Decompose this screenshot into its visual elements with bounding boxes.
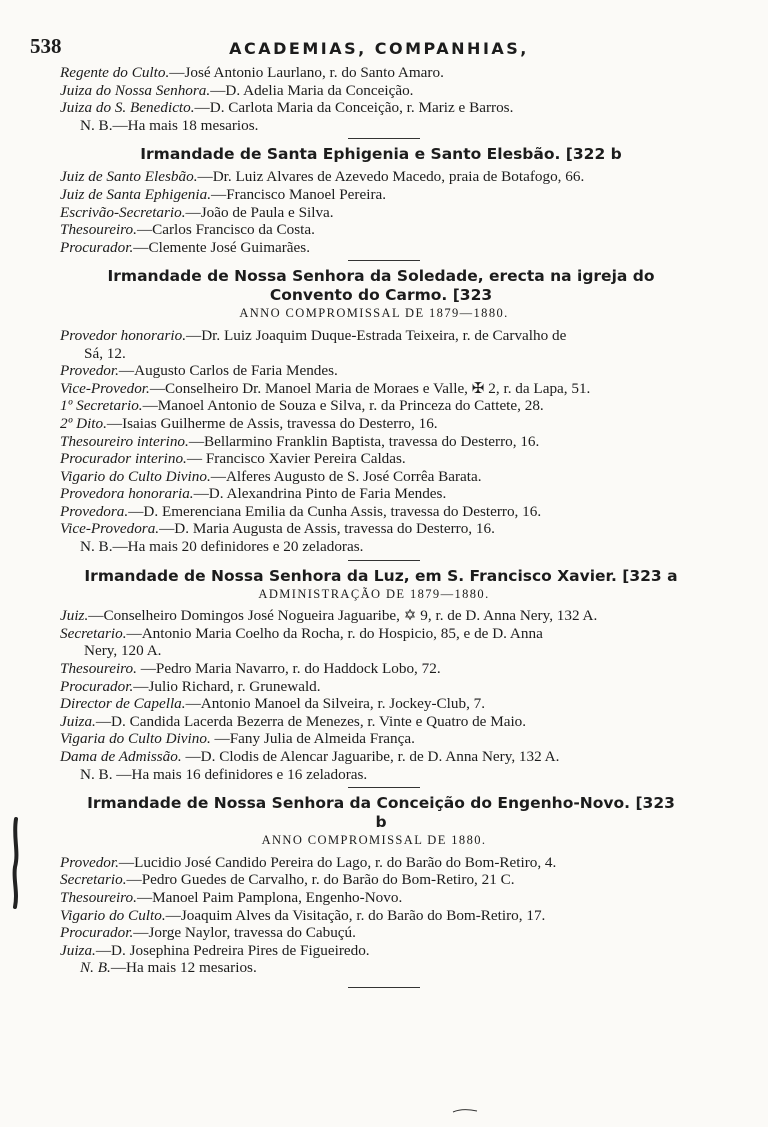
entry-line: Director de Capella.—Antonio Manoel da Silveira, r. Jockey-Club, 7. (60, 695, 486, 713)
entry-line: Juiz.—Conselheiro Domingos José Nogueira Jaguaribe, ✡ 9, r. de D. Anna Nery, 132 A. (60, 607, 598, 625)
note-line: N. B. —Ha mais 16 definidores e 16 zeladoras. (80, 765, 368, 783)
entry-line: Procurador.—Clemente José Guimarães. (60, 238, 310, 256)
entry-continuation: Nery, 120 A. (84, 642, 162, 660)
entry-line: Thesoureiro.—Manoel Paim Pamplona, Engenho-Novo. (60, 888, 403, 906)
entry-line: Secretario.—Antonio Maria Coelho da Rocha, r. do Hospicio, 85, e de D. Anna (60, 624, 543, 642)
page-header (30, 34, 728, 64)
entry-line: Provedor.—Lucidio José Candido Pereira do Lago, r. do Barão do Bom-Retiro, 4. (60, 853, 557, 871)
entry-line: Thesoureiro. —Pedro Maria Navarro, r. do Haddock Lobo, 72. (60, 660, 441, 678)
entry-line: Vice-Provedora.—D. Maria Augusta de Assis, travessa do Desterro, 16. (60, 520, 495, 538)
entry-line: Juiza.—D. Josephina Pedreira Pires de Figueiredo. (60, 941, 370, 959)
section-subtitle: ANNO COMPROMISSAL DE 1879—1880. (239, 306, 509, 321)
section-subtitle: ADMINISTRAÇÃO DE 1879—1880. (258, 586, 490, 601)
entry-line: Juiza do S. Benedicto.—D. Carlota Maria da Conceição, r. Mariz e Barros. (60, 99, 514, 117)
section-subtitle: ANNO COMPROMISSAL DE 1880. (261, 833, 487, 848)
running-title: ACADEMIAS, COMPANHIAS, (229, 39, 529, 58)
margin-ink-mark (10, 817, 21, 909)
entry-line: Juiza.—D. Candida Lacerda Bezerra de Menezes, r. Vinte e Quatro de Maio. (60, 712, 527, 730)
entry-line: Vice-Provedor.—Conselheiro Dr. Manoel Maria de Moraes e Valle, ✠ 2, r. da Lapa, 51. (60, 379, 591, 397)
tail-ornament (452, 1108, 478, 1114)
note-line: N. B.—Ha mais 20 definidores e 20 zeladoras. (80, 538, 364, 556)
section-title: Irmandade de Nossa Senhora da Soledade, erecta na igreja do Convento do Carmo. [323 (107, 267, 655, 305)
entry-line: 1º Secretario.—Manoel Antonio de Souza e Silva, r. da Princeza do Cattete, 28. (60, 397, 544, 415)
entry-line: Vigario do Culto Divino.—Alferes Augusto de S. José Corrêa Barata. (60, 467, 482, 485)
entry-line: Dama de Admissão. —D. Clodis de Alencar Jaguaribe, r. de D. Anna Nery, 132 A. (60, 748, 560, 765)
entry-line: Juiza do Nossa Senhora.—D. Adelia Maria da Conceição. (60, 81, 414, 99)
entry-line: Regente do Culto.—José Antonio Laurlano, r. do Santo Amaro. (60, 64, 444, 81)
entry-line: Procurador.—Jorge Naylor, travessa do Cabuçú. (60, 924, 356, 942)
entry-line: Procurador interino.— Francisco Xavier Pereira Caldas. (60, 450, 406, 468)
entry-line: Provedor honorario.—Dr. Luiz Joaquim Duque-Estrada Teixeira, r. de Carvalho de (60, 326, 567, 344)
section-title: Irmandade de Nossa Senhora da Luz, em S. Francisco Xavier. [323 a (84, 566, 678, 585)
note-line: N. B.—Ha mais 12 mesarios. (80, 959, 257, 977)
entry-line: Procurador.—Julio Richard, r. Grunewald. (60, 677, 321, 695)
entry-line: Provedora honoraria.—D. Alexandrina Pinto de Faria Mendes. (60, 485, 447, 503)
note-line: N. B.—Ha mais 18 mesarios. (80, 116, 259, 134)
entry-line: Vigaria do Culto Divino. —Fany Julia de Almeida França. (60, 730, 415, 748)
entry-line: 2º Dito.—Isaias Guilherme de Assis, travessa do Desterro, 16. (60, 414, 438, 432)
entry-line: Provedor.—Augusto Carlos de Faria Mendes. (60, 362, 338, 380)
entry-line: Juiz de Santo Elesbão.—Dr. Luiz Alvares de Azevedo Macedo, praia de Botafogo, 66. (60, 168, 585, 186)
entry-line: Provedora.—D. Emerenciana Emilia da Cunha Assis, travessa do Desterro, 16. (60, 502, 542, 520)
entry-line: Thesoureiro interino.—Bellarmino Franklin Baptista, travessa do Desterro, 16. (60, 432, 540, 450)
entry-line: Thesoureiro.—Carlos Francisco da Costa. (60, 221, 315, 239)
entry-line: Escrivão-Secretario.—João de Paula e Silva. (60, 203, 334, 221)
entry-line: Juiz de Santa Ephigenia.—Francisco Manoel Pereira. (60, 185, 387, 203)
entry-line: Secretario.—Pedro Guedes de Carvalho, r. do Barão do Bom-Retiro, 21 C. (60, 871, 515, 889)
page-body (0, 64, 768, 988)
section-title: Irmandade de Nossa Senhora da Conceição do Engenho-Novo. [323 b (87, 794, 675, 832)
section-title: Irmandade de Santa Ephigenia e Santo Elesbão. [322 b (140, 145, 622, 164)
section-divider (348, 987, 420, 988)
entry-continuation: Sá, 12. (84, 344, 126, 362)
page-number: 538 (30, 34, 62, 58)
entry-line: Vigario do Culto.—Joaquim Alves da Visitação, r. do Barão do Bom-Retiro, 17. (60, 906, 546, 924)
